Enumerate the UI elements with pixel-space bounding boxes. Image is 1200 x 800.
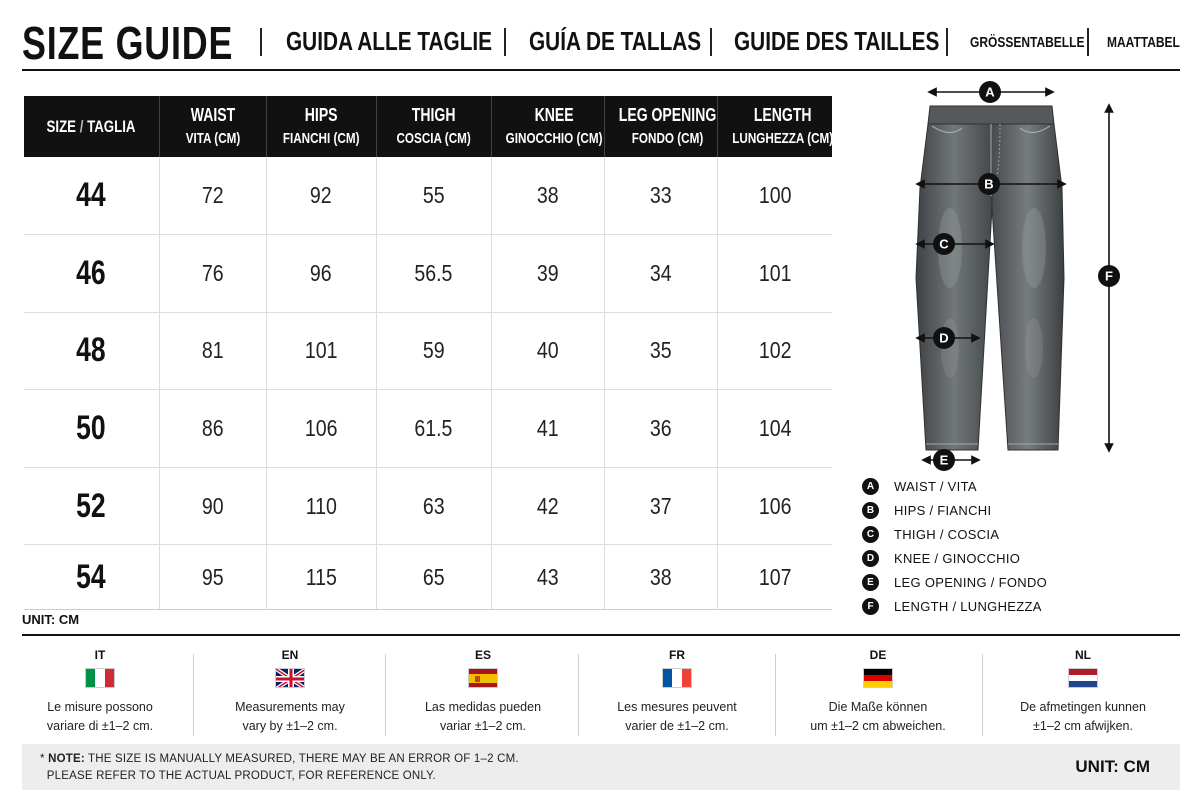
marker-d-label: D bbox=[939, 330, 949, 346]
table-cell bbox=[266, 235, 376, 313]
germany-flag-icon bbox=[863, 668, 893, 688]
language-separator bbox=[193, 654, 194, 736]
header-separator bbox=[946, 28, 948, 56]
language-message: Las medidas pueden variar ±1–2 cm. bbox=[424, 700, 542, 733]
marker-a-label: A bbox=[985, 84, 995, 100]
marker-c-label: C bbox=[939, 236, 949, 252]
cell-value: 41 bbox=[536, 415, 559, 442]
header-sublabel: VITA (CM) bbox=[185, 129, 240, 147]
legend-text: LENGTH / LUNGHEZZA bbox=[894, 598, 1042, 614]
cell-size bbox=[24, 312, 159, 390]
header-thigh bbox=[376, 96, 491, 157]
cell-size bbox=[24, 157, 159, 235]
header-separator bbox=[1087, 28, 1089, 56]
language-code: DE bbox=[869, 648, 887, 662]
header-size bbox=[24, 96, 159, 157]
cell-size bbox=[24, 545, 159, 610]
cell-value: 39 bbox=[536, 259, 559, 286]
language-note-de bbox=[783, 640, 973, 736]
legend-badge: E bbox=[862, 574, 879, 591]
table-cell bbox=[376, 390, 491, 468]
cell-value: 104 bbox=[758, 415, 792, 442]
table-cell bbox=[717, 235, 832, 313]
measurement-legend bbox=[862, 474, 1182, 618]
header-separator bbox=[504, 28, 506, 56]
table-cell bbox=[159, 312, 266, 390]
cell-value: 106 bbox=[758, 492, 792, 519]
table-cell bbox=[376, 312, 491, 390]
size-value: 46 bbox=[76, 253, 106, 292]
header-sublabel: COSCIA (CM) bbox=[396, 129, 471, 147]
legend-badge: D bbox=[862, 550, 879, 567]
cell-value: 106 bbox=[304, 415, 338, 442]
marker-e-label: E bbox=[939, 452, 949, 468]
page-header bbox=[22, 12, 1182, 70]
table-cell bbox=[604, 467, 717, 545]
header-size-sep: / bbox=[79, 116, 84, 136]
cell-value: 63 bbox=[422, 492, 445, 519]
table-cell bbox=[491, 157, 604, 235]
language-code: NL bbox=[1075, 648, 1091, 662]
language-separator bbox=[775, 654, 776, 736]
table-cell bbox=[491, 545, 604, 610]
language-separator bbox=[578, 654, 579, 736]
title-spanish: GUÍA DE TALLAS bbox=[529, 26, 702, 56]
legend-item bbox=[862, 546, 1182, 570]
cell-size bbox=[24, 467, 159, 545]
header-sublabel: LUNGHEZZA (CM) bbox=[731, 129, 833, 147]
header-sublabel: FONDO (CM) bbox=[631, 129, 703, 147]
table-cell bbox=[159, 390, 266, 468]
cell-value: 61.5 bbox=[414, 415, 453, 442]
spain-flag-icon bbox=[468, 668, 498, 688]
language-note-es bbox=[388, 640, 578, 736]
title-german: GRÖSSENTABELLE bbox=[970, 34, 1085, 51]
table-cell bbox=[159, 467, 266, 545]
language-message: De afmetingen kunnen ±1–2 cm afwijken. bbox=[1020, 700, 1146, 733]
cell-value: 92 bbox=[310, 182, 332, 209]
language-separator bbox=[385, 654, 386, 736]
table-row bbox=[24, 312, 832, 390]
cell-value: 33 bbox=[649, 182, 672, 209]
header-leg-opening bbox=[604, 96, 717, 157]
legend-badge: F bbox=[862, 598, 879, 615]
table-cell bbox=[604, 545, 717, 610]
cell-value: 102 bbox=[758, 337, 792, 364]
language-note-it bbox=[5, 640, 195, 736]
jeans-icon bbox=[916, 106, 1064, 450]
cell-value: 56.5 bbox=[414, 259, 453, 286]
table-cell bbox=[491, 312, 604, 390]
size-value: 44 bbox=[76, 176, 106, 215]
cell-value: 43 bbox=[536, 563, 559, 590]
cell-value: 76 bbox=[201, 259, 224, 286]
cell-value: 96 bbox=[310, 259, 332, 286]
legend-item bbox=[862, 570, 1182, 594]
footer-unit-label: UNIT: CM bbox=[1075, 757, 1150, 776]
legend-item bbox=[862, 594, 1182, 618]
cell-size bbox=[24, 235, 159, 313]
table-row bbox=[24, 157, 832, 235]
table-cell bbox=[159, 545, 266, 610]
table-cell bbox=[604, 235, 717, 313]
language-message: Les mesures peuvent varier de ±1–2 cm. bbox=[617, 700, 737, 733]
table-row bbox=[24, 235, 832, 313]
cell-size bbox=[24, 390, 159, 468]
table-cell bbox=[604, 312, 717, 390]
table-row bbox=[24, 467, 832, 545]
marker-f-label: F bbox=[1105, 268, 1113, 284]
legend-text: HIPS / FIANCHI bbox=[894, 502, 992, 518]
legend-item bbox=[862, 522, 1182, 546]
language-message: Le misure possono variare di ±1–2 cm. bbox=[46, 700, 154, 733]
header-separator bbox=[260, 28, 262, 56]
measurement-note: * NOTE: THE SIZE IS MANUALLY MEASURED, THERE MAY BE AN ERROR OF 1–2 CM. PLEASE REFER TO THE ACTUAL PRODUCT, FOR REFERENCE ONLY. bbox=[40, 753, 519, 782]
table-cell bbox=[376, 235, 491, 313]
cell-value: 38 bbox=[536, 182, 559, 209]
table-cell bbox=[266, 390, 376, 468]
page-title: SIZE GUIDE bbox=[22, 17, 234, 69]
cell-value: 81 bbox=[201, 337, 224, 364]
header-label: LEG OPENING bbox=[618, 104, 716, 125]
language-code: ES bbox=[474, 648, 491, 662]
cell-value: 38 bbox=[649, 563, 672, 590]
table-cell bbox=[266, 312, 376, 390]
table-cell bbox=[491, 390, 604, 468]
cell-value: 34 bbox=[649, 259, 672, 286]
header-separator bbox=[710, 28, 712, 56]
legend-badge: A bbox=[862, 478, 879, 495]
language-code: EN bbox=[281, 648, 299, 662]
table-cell bbox=[717, 312, 832, 390]
france-flag-icon bbox=[662, 668, 692, 688]
legend-text: WAIST / VITA bbox=[894, 478, 977, 494]
table-cell bbox=[159, 235, 266, 313]
cell-value: 86 bbox=[201, 415, 224, 442]
language-separator bbox=[982, 654, 983, 736]
section-divider bbox=[22, 634, 1180, 636]
header-length bbox=[717, 96, 832, 157]
size-value: 50 bbox=[76, 409, 106, 448]
table-cell bbox=[491, 235, 604, 313]
cell-value: 55 bbox=[422, 182, 445, 209]
legend-item bbox=[862, 498, 1182, 522]
table-cell bbox=[159, 157, 266, 235]
table-header-row bbox=[24, 96, 832, 157]
table-cell bbox=[604, 390, 717, 468]
legend-badge: C bbox=[862, 526, 879, 543]
cell-value: 115 bbox=[305, 563, 337, 590]
table-cell bbox=[717, 157, 832, 235]
header-divider bbox=[22, 69, 1180, 71]
table-cell bbox=[266, 467, 376, 545]
legend-text: THIGH / COSCIA bbox=[894, 526, 1000, 542]
size-value: 52 bbox=[76, 486, 106, 525]
table-cell bbox=[266, 545, 376, 610]
cell-value: 72 bbox=[201, 182, 224, 209]
header-hips bbox=[266, 96, 376, 157]
title-italian: GUIDA ALLE TAGLIE bbox=[286, 26, 493, 56]
size-table bbox=[24, 96, 832, 610]
language-note-fr bbox=[582, 640, 772, 736]
table-cell bbox=[376, 467, 491, 545]
size-value: 54 bbox=[76, 557, 106, 596]
language-notes bbox=[0, 640, 1200, 740]
header-sublabel: FIANCHI (CM) bbox=[282, 129, 360, 147]
legend-item bbox=[862, 474, 1182, 498]
table-row bbox=[24, 545, 832, 610]
language-code: IT bbox=[94, 648, 106, 662]
language-message: Die Maße können um ±1–2 cm abweichen. bbox=[810, 700, 946, 733]
size-value: 48 bbox=[76, 331, 106, 370]
table-cell bbox=[604, 157, 717, 235]
language-note-nl bbox=[988, 640, 1178, 736]
language-message: Measurements may vary by ±1–2 cm. bbox=[235, 700, 345, 733]
marker-b-label: B bbox=[984, 176, 994, 192]
header-label: WAIST bbox=[190, 104, 235, 125]
italy-flag-icon bbox=[85, 668, 115, 688]
header-sublabel: GINOCCHIO (CM) bbox=[505, 129, 602, 147]
cell-value: 37 bbox=[649, 492, 672, 519]
cell-value: 40 bbox=[536, 337, 559, 364]
table-cell bbox=[376, 157, 491, 235]
footer-note-bar bbox=[22, 744, 1180, 790]
legend-text: LEG OPENING / FONDO bbox=[894, 574, 1048, 590]
cell-value: 59 bbox=[422, 337, 445, 364]
title-dutch: MAATTABEL bbox=[1107, 34, 1180, 51]
header-size-en: SIZE bbox=[46, 116, 77, 136]
legend-badge: B bbox=[862, 502, 879, 519]
table-cell bbox=[491, 467, 604, 545]
table-cell bbox=[717, 467, 832, 545]
cell-value: 35 bbox=[649, 337, 672, 364]
cell-value: 107 bbox=[758, 563, 792, 590]
language-code: FR bbox=[669, 648, 685, 662]
cell-value: 42 bbox=[536, 492, 559, 519]
header-label: LENGTH bbox=[753, 104, 812, 125]
netherlands-flag-icon bbox=[1068, 668, 1098, 688]
legend-text: KNEE / GINOCCHIO bbox=[894, 550, 1021, 566]
header-waist bbox=[159, 96, 266, 157]
jeans-diagram bbox=[850, 78, 1180, 478]
header-size-it: TAGLIA bbox=[87, 116, 136, 136]
header-label: HIPS bbox=[304, 104, 338, 125]
table-cell bbox=[376, 545, 491, 610]
cell-value: 101 bbox=[304, 337, 338, 364]
header-label: THIGH bbox=[411, 104, 456, 125]
language-note-en bbox=[195, 640, 385, 736]
cell-value: 110 bbox=[305, 492, 337, 519]
cell-value: 100 bbox=[758, 182, 792, 209]
table-row bbox=[24, 390, 832, 468]
cell-value: 36 bbox=[649, 415, 672, 442]
cell-value: 65 bbox=[422, 563, 445, 590]
table-cell bbox=[717, 390, 832, 468]
cell-value: 90 bbox=[201, 492, 224, 519]
header-label: KNEE bbox=[534, 104, 574, 125]
cell-value: 101 bbox=[758, 259, 792, 286]
uk-flag-icon bbox=[275, 668, 305, 688]
unit-label: UNIT: CM bbox=[22, 612, 80, 627]
table-cell bbox=[717, 545, 832, 610]
header-knee bbox=[491, 96, 604, 157]
table-cell bbox=[266, 157, 376, 235]
cell-value: 95 bbox=[201, 563, 224, 590]
title-french: GUIDE DES TAILLES bbox=[734, 26, 940, 56]
